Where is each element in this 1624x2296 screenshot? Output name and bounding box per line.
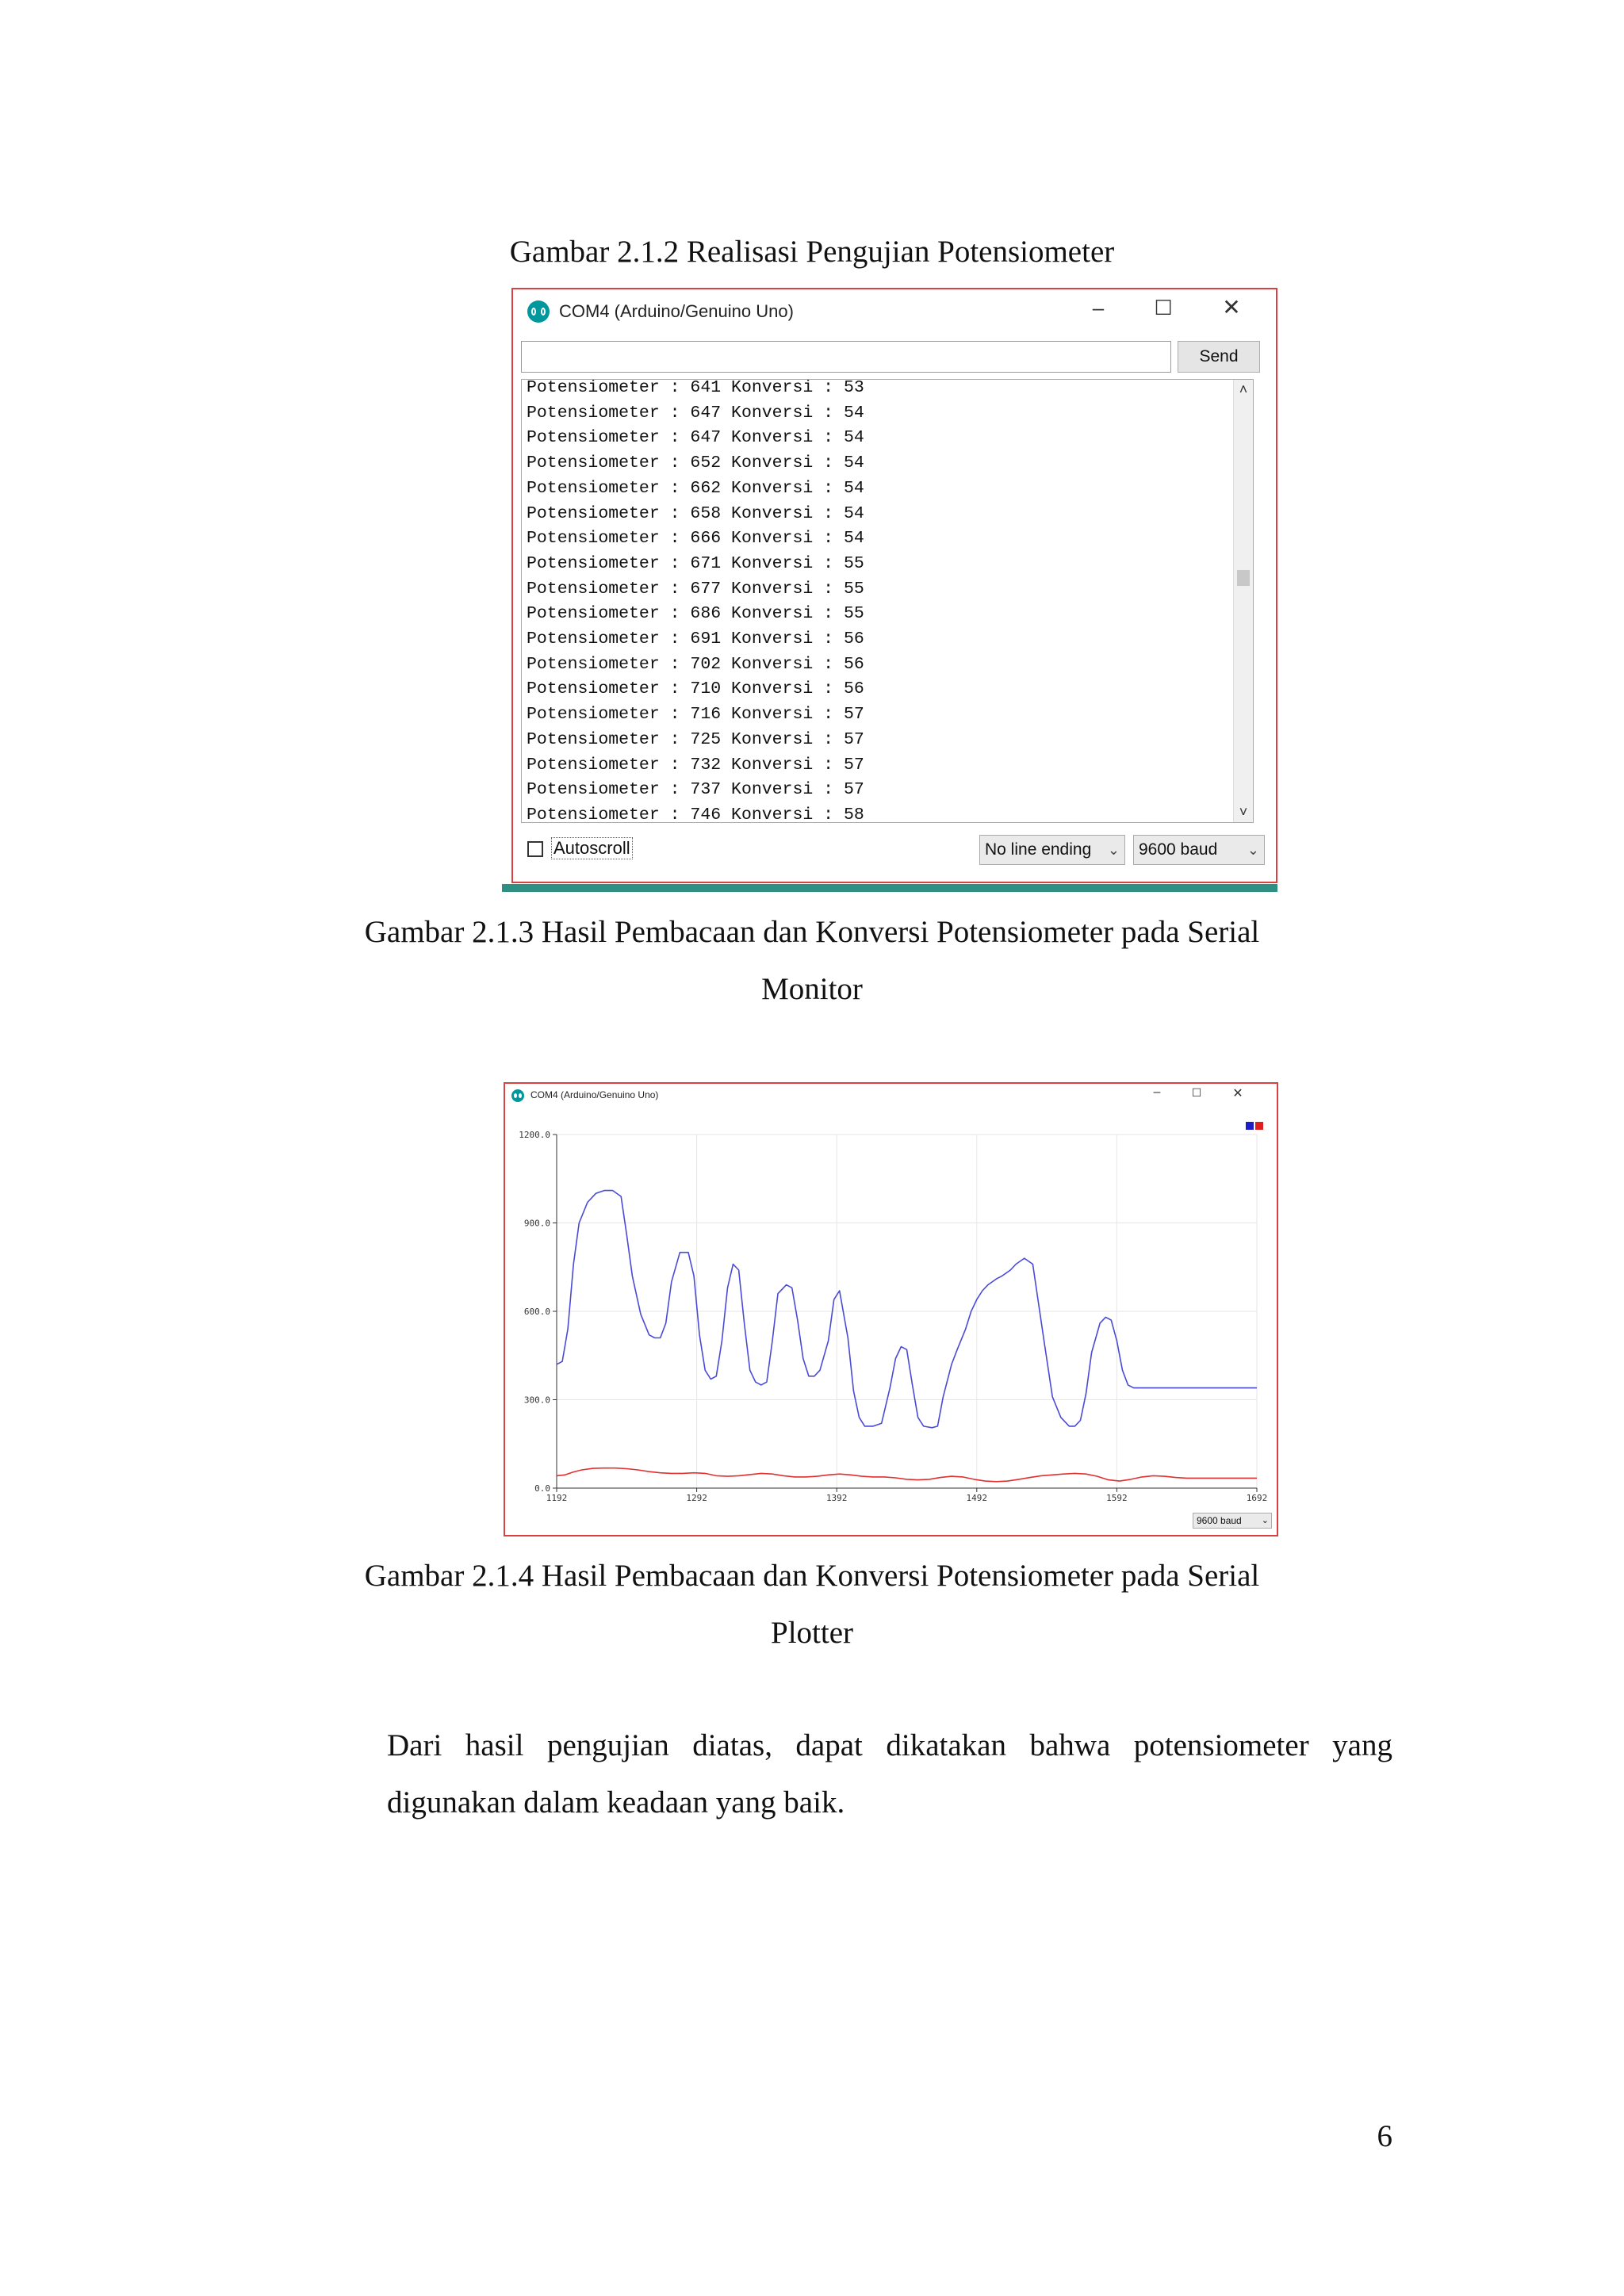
scroll-up-icon[interactable]: ˄: [1239, 381, 1248, 397]
scroll-thumb[interactable]: [1237, 570, 1250, 586]
serial-output-line: Potensiometer : 647 Konversi : 54: [527, 403, 864, 423]
plotter-window-title: COM4 (Arduino/Genuino Uno): [530, 1089, 659, 1100]
scroll-down-icon[interactable]: ˅: [1239, 804, 1248, 820]
paragraph-line1: Dari hasil pengujian diatas, dapat dikatakan bahwa potensiometer yang: [387, 1728, 1392, 1762]
serial-output-line: Potensiometer : 647 Konversi : 54: [527, 428, 864, 448]
x-tick-label: 1292: [686, 1493, 707, 1503]
figure-caption-potensiometer: Gambar 2.1.2 Realisasi Pengujian Potensiometer: [509, 235, 1115, 269]
x-tick-label: 1492: [966, 1493, 988, 1503]
maximize-icon[interactable]: ☐: [1191, 1086, 1202, 1099]
serial-output-line: Potensiometer : 652 Konversi : 54: [527, 453, 864, 473]
autoscroll-checkbox[interactable]: [527, 841, 543, 857]
serial-monitor-window: [511, 288, 1277, 883]
y-tick-label: 0.0: [534, 1483, 550, 1494]
serial-output: [521, 379, 1254, 823]
plotter-baud-select[interactable]: [1193, 1513, 1272, 1529]
window-title: COM4 (Arduino/Genuino Uno): [559, 301, 794, 321]
y-tick-label: 900.0: [523, 1218, 550, 1229]
chevron-down-icon: ⌄: [1107, 842, 1120, 858]
maximize-icon[interactable]: ☐: [1154, 296, 1173, 320]
vertical-scrollbar[interactable]: [1233, 380, 1253, 822]
paragraph-line2: digunakan dalam keadaan yang baik.: [387, 1785, 845, 1820]
send-input[interactable]: [521, 341, 1171, 373]
page-number: 6: [1377, 2119, 1392, 2153]
serial-output-line: Potensiometer : 662 Konversi : 54: [527, 478, 864, 498]
serial-output-line: Potensiometer : 671 Konversi : 55: [527, 553, 864, 573]
figure-caption-serial-monitor-line1: Gambar 2.1.3 Hasil Pembacaan dan Konversi Potensiometer pada Serial: [364, 915, 1260, 949]
serial-output-line: Potensiometer : 677 Konversi : 55: [527, 579, 864, 599]
chevron-down-icon: ⌄: [1247, 842, 1259, 858]
serial-output-line: Potensiometer : 710 Konversi : 56: [527, 679, 864, 699]
chevron-down-icon: ⌄: [1261, 1516, 1269, 1525]
serial-output-line: Potensiometer : 691 Konversi : 56: [527, 629, 864, 649]
serial-plotter-window: [504, 1082, 1278, 1536]
send-button[interactable]: Send: [1178, 341, 1260, 373]
figure-caption-serial-monitor-line2: Monitor: [761, 972, 863, 1006]
baud-select[interactable]: [1133, 835, 1265, 865]
x-tick-label: 1592: [1106, 1493, 1128, 1503]
monitor-bottom-bar: [521, 831, 1268, 871]
x-tick-label: 1192: [546, 1493, 568, 1503]
serial-output-line: Potensiometer : 746 Konversi : 58: [527, 805, 864, 823]
serial-output-line: Potensiometer : 702 Konversi : 56: [527, 654, 864, 674]
series-line-2: [557, 1468, 1257, 1482]
baud-value: 9600 baud: [1139, 840, 1218, 859]
line-ending-value: No line ending: [985, 840, 1092, 859]
serial-output-line: Potensiometer : 658 Konversi : 54: [527, 503, 864, 523]
serial-output-line: Potensiometer : 686 Konversi : 55: [527, 604, 864, 624]
figure-caption-serial-plotter-line2: Plotter: [771, 1616, 853, 1650]
y-tick-label: 1200.0: [519, 1130, 550, 1140]
figure-caption-serial-plotter-line1: Gambar 2.1.4 Hasil Pembacaan dan Konversi Potensiometer pada Serial: [364, 1559, 1260, 1593]
title-bar: [513, 289, 1276, 334]
plotter-baud-value: 9600 baud: [1197, 1515, 1242, 1526]
serial-output-line: Potensiometer : 732 Konversi : 57: [527, 755, 864, 775]
y-tick-label: 600.0: [523, 1307, 550, 1317]
arduino-logo-icon: [527, 300, 550, 323]
serial-plot-chart: [505, 1084, 1277, 1535]
x-tick-label: 1392: [825, 1493, 848, 1503]
taskbar-strip: [502, 884, 1277, 892]
serial-output-line: Potensiometer : 716 Konversi : 57: [527, 705, 864, 725]
autoscroll-label[interactable]: Autoscroll: [551, 837, 633, 859]
close-icon[interactable]: ✕: [1232, 1087, 1243, 1100]
serial-output-line: Potensiometer : 725 Konversi : 57: [527, 729, 864, 749]
y-tick-label: 300.0: [523, 1395, 550, 1406]
close-icon[interactable]: ✕: [1222, 295, 1241, 320]
serial-output-line: Potensiometer : 641 Konversi : 53: [527, 379, 864, 397]
x-tick-label: 1692: [1246, 1493, 1268, 1503]
series-line-1: [557, 1191, 1257, 1428]
minimize-icon[interactable]: –: [1153, 1085, 1161, 1099]
line-ending-select[interactable]: [979, 835, 1125, 865]
minimize-icon[interactable]: –: [1092, 296, 1105, 320]
serial-output-line: Potensiometer : 737 Konversi : 57: [527, 780, 864, 800]
serial-output-line: Potensiometer : 666 Konversi : 54: [527, 529, 864, 549]
